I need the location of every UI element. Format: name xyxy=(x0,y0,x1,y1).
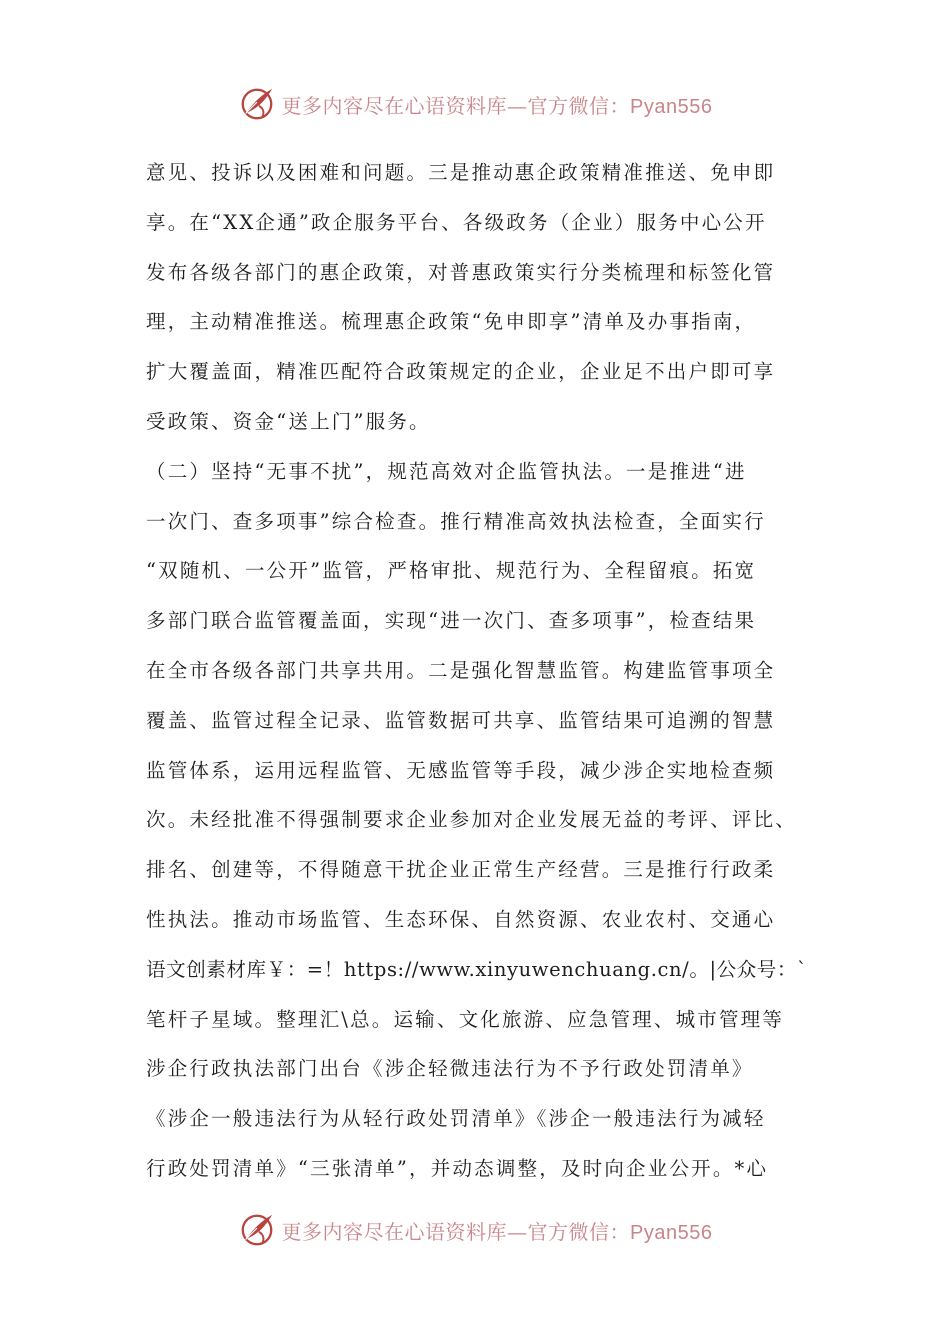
watermark-line: 语文创素材库￥：=！https://www.xinyuwenchuang.cn/。|公众号：` xyxy=(146,957,808,981)
header-banner-text: 更多内容尽在心语资料库—官方微信：Pyan556 xyxy=(281,93,713,118)
body-line: 受政策、资金“送上门”服务。 xyxy=(146,409,431,433)
body-line: 涉企行政执法部门出台《涉企轻微违法行为不予行政处罚清单》 xyxy=(146,1057,754,1081)
body-line: 发布各级各部门的惠企政策，对普惠政策实行分类梳理和标签化管 xyxy=(146,260,776,284)
section-heading-line: （二）坚持“无事不扰”，规范高效对企监管执法。一是推进“进 xyxy=(146,459,747,483)
body-line: 一次门、查多项事”综合检查。推行精准高效执法检查，全面实行 xyxy=(146,509,766,533)
body-line: 笔杆子星域。整理汇\总。运输、文化旅游、应急管理、城市管理等 xyxy=(146,1007,785,1031)
header-wechat-id: Pyan556 xyxy=(630,95,713,118)
body-line: 行政处罚清单》“三张清单”，并动态调整，及时向企业公开。*心 xyxy=(146,1156,769,1180)
footer-banner-text: 更多内容尽在心语资料库—官方微信：Pyan556 xyxy=(281,1219,713,1244)
body-line: 多部门联合监管覆盖面，实现“进一次门、查多项事”，检查结果 xyxy=(146,609,757,633)
body-line: 排名、创建等，不得随意干扰企业正常生产经营。三是推行行政柔 xyxy=(146,858,776,882)
body-line: 性执法。推动市场监管、生态环保、自然资源、农业农村、交通心 xyxy=(146,907,776,931)
document-body xyxy=(146,148,826,1194)
body-line: 次。未经批准不得强制要求企业参加对企业发展无益的考评、评比、 xyxy=(146,808,798,832)
footer-wechat-id: Pyan556 xyxy=(630,1221,713,1244)
header-banner xyxy=(0,82,950,126)
footer-banner xyxy=(0,1208,950,1252)
body-line: 《涉企一般违法行为从轻行政处罚清单》《涉企一般违法行为减轻 xyxy=(146,1107,766,1131)
quill-logo-icon xyxy=(238,1211,276,1249)
body-line: 在全市各级各部门共享共用。二是强化智慧监管。构建监管事项全 xyxy=(146,658,776,682)
body-line: 理，主动精准推送。梳理惠企政策“免申即享”清单及办事指南， xyxy=(146,310,757,334)
body-line: 监管体系，运用远程监管、无感监管等手段，减少涉企实地检查频 xyxy=(146,758,776,782)
body-line: 扩大覆盖面，精准匹配符合政策规定的企业，企业足不出户即可享 xyxy=(146,360,776,384)
body-line: “双随机、一公开”监管，严格审批、规范行为、全程留痕。拓宽 xyxy=(146,559,757,583)
quill-logo-icon xyxy=(238,85,276,123)
body-line: 意见、投诉以及困难和问题。三是推动惠企政策精准推送、免申即 xyxy=(146,161,776,184)
body-line: 覆盖、监管过程全记录、监管数据可共享、监管结果可追溯的智慧 xyxy=(146,708,776,732)
body-line: 享。在“XX企通”政企服务平台、各级政务（企业）服务中心公开 xyxy=(146,210,767,234)
